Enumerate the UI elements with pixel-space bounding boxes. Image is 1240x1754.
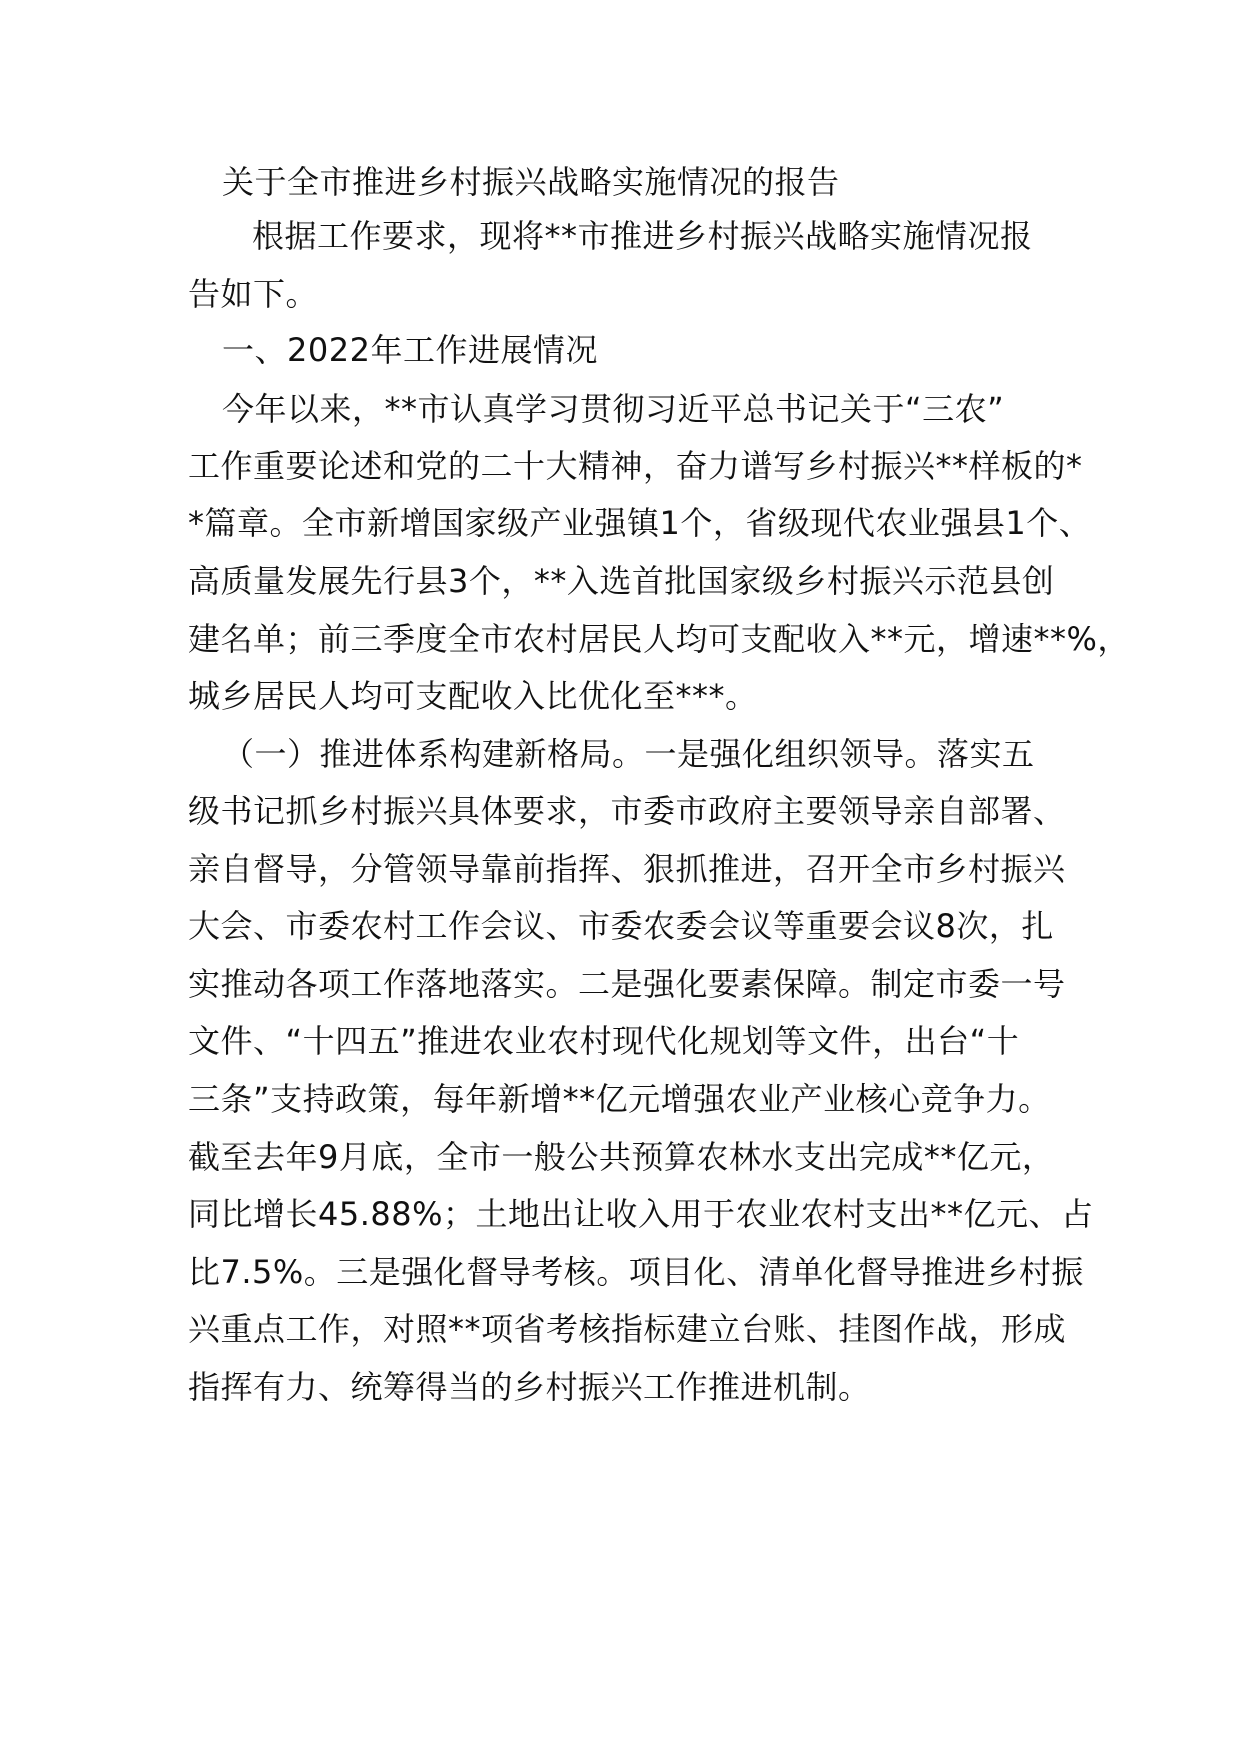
paragraph2-line: 比7.5%。三是强化督导考核。项目化、清单化督导推进乡村振 xyxy=(188,1253,1084,1291)
paragraph1-line: *篇章。全市新增国家级产业强镇1个，省级现代农业强县1个、 xyxy=(188,504,1092,542)
paragraph1-line: 工作重要论述和党的二十大精神，奋力谱写乡村振兴**样板的* xyxy=(188,447,1083,485)
paragraph2-line: 实推动各项工作落地落实。二是强化要素保障。制定市委一号 xyxy=(188,965,1066,1003)
paragraph2-line: 指挥有力、统筹得当的乡村振兴工作推进机制。 xyxy=(188,1368,871,1406)
paragraph1-line: 建名单；前三季度全市农村居民人均可支配收入**元，增速**%， xyxy=(188,620,1130,658)
intro-line: 告如下。 xyxy=(188,275,319,313)
document-title: 关于全市推进乡村振兴战略实施情况的报告 xyxy=(222,163,840,201)
paragraph2-line: 截至去年9月底，全市一般公共预算农林水支出完成**亿元， xyxy=(188,1138,1055,1176)
paragraph1-line: 城乡居民人均可支配收入比优化至***。 xyxy=(188,677,758,715)
paragraph1-line: 今年以来，**市认真学习贯彻习近平总书记关于“三农” xyxy=(222,390,1005,428)
paragraph2-line: 三条”支持政策，每年新增**亿元增强农业产业核心竞争力。 xyxy=(188,1080,1051,1118)
paragraph2-line: 亲自督导，分管领导靠前指挥、狠抓推进，召开全市乡村振兴 xyxy=(188,850,1066,888)
paragraph2-line: 文件、“十四五”推进农业农村现代化规划等文件，出台“十 xyxy=(188,1022,1020,1060)
paragraph2-line: 级书记抓乡村振兴具体要求，市委市政府主要领导亲自部署、 xyxy=(188,792,1066,830)
paragraph2-line: （一）推进体系构建新格局。一是强化组织领导。落实五 xyxy=(222,735,1035,773)
paragraph1-line: 高质量发展先行县3个，**入选首批国家级乡村振兴示范县创 xyxy=(188,562,1055,600)
section-heading: 一、2022年工作进展情况 xyxy=(222,331,598,369)
paragraph2-line: 兴重点工作，对照**项省考核指标建立台账、挂图作战，形成 xyxy=(188,1310,1067,1348)
intro-line: 根据工作要求，现将**市推进乡村振兴战略实施情况报 xyxy=(252,217,1033,255)
paragraph2-line: 大会、市委农村工作会议、市委农委会议等重要会议8次，扎 xyxy=(188,907,1054,945)
paragraph2-line: 同比增长45.88%；土地出让收入用于农业农村支出**亿元、占 xyxy=(188,1195,1094,1233)
